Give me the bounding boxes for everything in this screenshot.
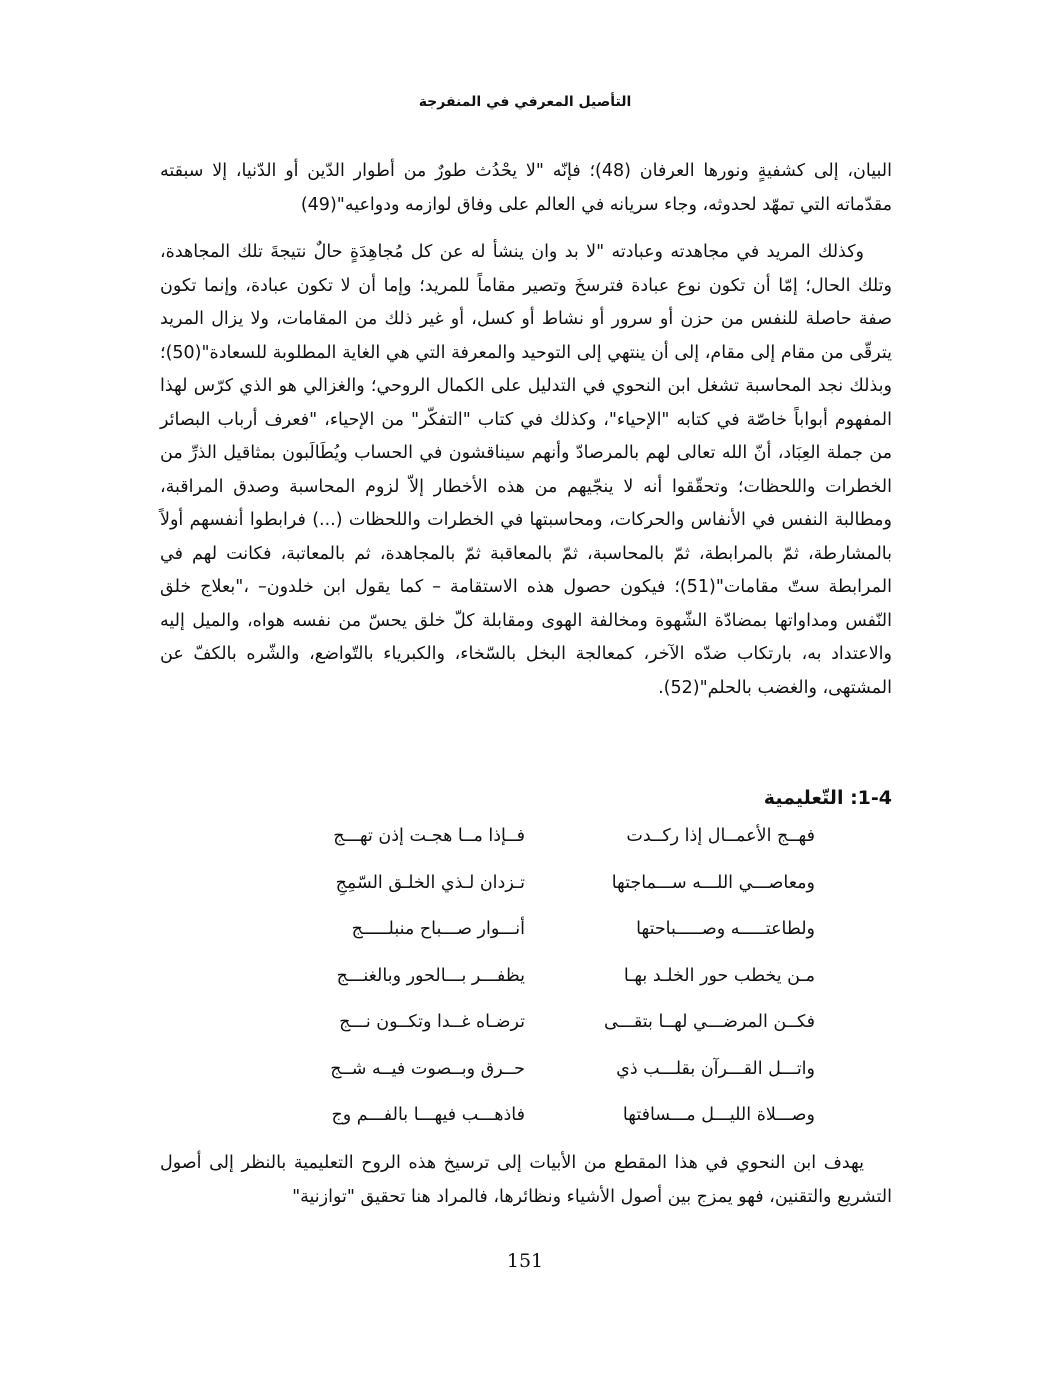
verse-first-hemistich: ولطاعتـــــه وصـــــباحتها xyxy=(636,919,815,939)
verse-row xyxy=(255,873,815,920)
running-header: التأصيل المعرفي في المنفرجة xyxy=(418,94,632,110)
verse-row xyxy=(255,1059,815,1106)
verse-first-hemistich: مـن يخطب حور الخلـد بهـا xyxy=(623,965,815,986)
verse-row xyxy=(255,966,815,1013)
verse-second-hemistich: تـزدان لـذي الخلـق السّمِجِ xyxy=(335,872,525,893)
paragraph-2: وكذلك المريد في مجاهدته وعبادته "لا بد وان ينشأ له عن كل مُجاهِدَةٍ حالٌ نتيجةَ تلك المجاهدة، وتلك الحال؛ إمّا أن تكون نوع عبادة فترسخَ وتصير مقاماً للمريد؛ وإما أن لا تكون عبادة، وإنما تكون صفة حاصلة للنفس من حزن أو سرور أو نشاط أو كسل، أو غير ذلك من المقامات، ولا يزال المريد يترقّى من مقام إلى مقام، إلى أن ينتهي إلى التوحيد والمعرفة التي هي الغاية المطلوبة للسعادة"(50)؛ وبذلك نجد المحاسبة تشغل ابن النحوي في التدليل على الكمال الروحي؛ والغزالي هو الذي كرّس لهذا المفهوم أبواباً خاصّة في كتابه "الإحياء"، وكذلك في كتاب "التفكّر" من الإحياء، "فعرف أرباب البصائر من جملة العِبَاد، أنّ الله تعالى لهم بالمرصادّ وأنهم سيناقشون في الحساب ويُطَالَبون بمثاقيل الذرِّ من الخطرات واللحظات؛ وتحقّقوا أنه لا ينجّيهم من هذه الأخطار إلاّ لزوم المحاسبة وصدق المراقبة، ومطالبة النفس في الأنفاس والحركات، ومحاسبتها في الخطرات واللحظات (...) فرابطوا أنفسهم أولاً بالمشارطة، ثمّ بالمرابطة، ثمّ بالمحاسبة، ثمّ بالمعاقبة ثمّ بالمجاهدة، ثم بالمعاتبة، فكانت لهم في المرابطة ستّ مقامات"(51)؛ فيكون حصول هذه الاستقامة – كما يقول ابن خلدون– ،"بعلاج خلق النّفس ومداواتها بمضادّة الشّهوة ومخالفة الهوى ومقابلة كلّ خلق يحسّ من نفسه هواه، والميل إليه والاعتداد به، بارتكاب ضدّه الآخر، كمعالجة البخل بالسّخاء، والكبرياء بالتّواضع، والشّره بالكفّ عن المشتهى، والغضب بالحلم"(52). xyxy=(160,242,892,698)
poem-verses xyxy=(255,826,815,1152)
verse-first-hemistich: ومعاصـــي اللـــه ســـماجتها xyxy=(611,872,815,893)
verse-second-hemistich: أنـــوار صـــباح منبلـــــج xyxy=(351,919,525,939)
verse-first-hemistich: فكــن المرضـــي لهــا بتقـــى xyxy=(603,1012,815,1032)
verse-second-hemistich: فاذهـــب فيهـــا بالفـــم وج xyxy=(331,1105,525,1125)
body-text xyxy=(160,155,892,705)
section-heading: 1-4: التّعليمية xyxy=(763,787,892,809)
paragraph-3: يهدف ابن النحوي في هذا المقطع من الأبيات إلى ترسيخ هذه الروح التعليمية بالنظر إلى أصول التشريع والتقنين، فهو يمزج بين أصول الأشياء ونظائرها، فالمراد هنا تحقيق "توازنية" xyxy=(160,1153,892,1207)
verse-row xyxy=(255,1105,815,1152)
verse-second-hemistich: حــرق وبــصوت فيــه شــج xyxy=(330,1058,525,1079)
verse-first-hemistich: فهــج الأعمــال إذا ركــدت xyxy=(626,826,815,846)
verse-second-hemistich: يظفـــر بـــالحور وبالغنـــج xyxy=(336,965,525,986)
verse-row xyxy=(255,826,815,873)
verse-row xyxy=(255,919,815,966)
page-number: 151 xyxy=(506,1250,544,1272)
verse-row xyxy=(255,1012,815,1059)
paragraph-1: البيان، إلى كشفيةٍ ونورها العرفان (48)؛ فإنّه "لا يحْدُث طورٌ من أطوار الدّين أو الدّنيا، إلا سبقته مقدّماته التي تمهّد لحدوثه، وجاء سريانه في العالم على وفاق لوازمه ودواعيه"(49) xyxy=(160,161,892,215)
verse-first-hemistich: وصـــلاة الليـــل مـــسافتها xyxy=(622,1105,815,1125)
verse-second-hemistich: فــإذا مــا هجـت إذن تهـــج xyxy=(333,826,525,846)
verse-first-hemistich: واتـــل القـــرآن بقلـــب ذي xyxy=(616,1058,815,1079)
verse-second-hemistich: ترضـاه غــدا وتكــون نـــج xyxy=(339,1012,525,1032)
